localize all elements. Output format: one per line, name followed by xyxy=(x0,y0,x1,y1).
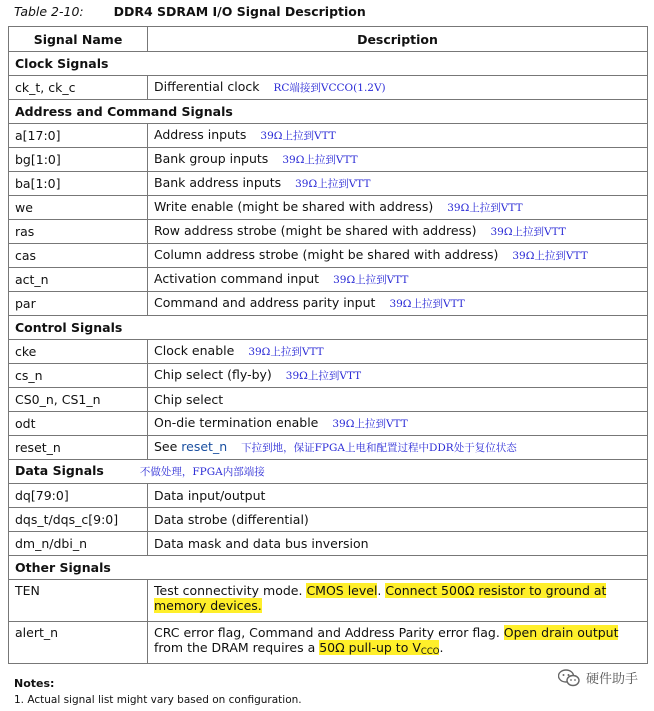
description-text: Write enable (might be shared with address) xyxy=(154,199,434,214)
table-row xyxy=(9,484,648,508)
table-header-row xyxy=(9,27,648,52)
table-row xyxy=(9,580,648,622)
table-row xyxy=(9,220,648,244)
signal-cell: ba[1:0] xyxy=(9,172,148,196)
section-title: Control Signals xyxy=(9,316,648,340)
description-text: Chip select (fly-by) xyxy=(154,367,272,382)
signal-cell: we xyxy=(9,196,148,220)
table-row xyxy=(9,622,648,664)
table-row xyxy=(9,532,648,556)
signal-cell: par xyxy=(9,292,148,316)
table-title: DDR4 SDRAM I/O Signal Description xyxy=(113,4,366,19)
description-text: Column address strobe (might be shared with address) xyxy=(154,247,499,262)
table-row xyxy=(9,124,648,148)
highlight-resistor-note: Connect 500Ω resistor to ground at memory devices. xyxy=(154,583,607,613)
wechat-icon xyxy=(558,669,580,687)
annotation-note: 39Ω上拉到VTT xyxy=(282,154,358,166)
table-number: Table 2-10: xyxy=(14,4,84,19)
annotation-note: RC端接到VCCO(1.2V) xyxy=(273,82,386,94)
highlight-cmos-level: CMOS level xyxy=(306,583,378,598)
signal-cell: reset_n xyxy=(9,436,148,460)
table-row xyxy=(9,76,648,100)
description-text: Row address strobe (might be shared with address) xyxy=(154,223,477,238)
table-row xyxy=(9,508,648,532)
annotation-note: 下拉到地，保证FPGA上电和配置过程中DDR处于复位状态 xyxy=(241,442,517,454)
signal-cell: cas xyxy=(9,244,148,268)
pullup-text: 50Ω pull-up to V xyxy=(319,640,421,655)
signal-cell: cke xyxy=(9,340,148,364)
signal-cell: bg[1:0] xyxy=(9,148,148,172)
description-text: On-die termination enable xyxy=(154,415,319,430)
description-cell xyxy=(148,76,648,100)
description-cell xyxy=(148,172,648,196)
signal-cell: act_n xyxy=(9,268,148,292)
section-address xyxy=(9,100,648,124)
notes-header: Notes: xyxy=(14,677,55,690)
description-cell xyxy=(148,220,648,244)
description-cell xyxy=(148,148,648,172)
table-row xyxy=(9,364,648,388)
table-row xyxy=(9,148,648,172)
signal-cell: ck_t, ck_c xyxy=(9,76,148,100)
section-clock xyxy=(9,52,648,76)
description-text: Address inputs xyxy=(154,127,247,142)
table-row xyxy=(9,172,648,196)
description-text: Test connectivity mode. xyxy=(154,583,307,598)
annotation-note: 39Ω上拉到VTT xyxy=(389,298,465,310)
description-cell xyxy=(148,436,648,460)
section-title-cell xyxy=(9,460,648,484)
section-title: Clock Signals xyxy=(9,52,648,76)
table-row xyxy=(9,436,648,460)
header-description: Description xyxy=(148,27,648,52)
signal-cell: ras xyxy=(9,220,148,244)
description-text: CRC error flag, Command and Address Parity error flag. xyxy=(154,625,504,640)
signal-cell: dq[79:0] xyxy=(9,484,148,508)
annotation-note: 39Ω上拉到VTT xyxy=(332,418,408,430)
description-text: . xyxy=(377,583,386,598)
description-text: See xyxy=(154,439,182,454)
notes-block xyxy=(14,677,302,706)
table-row xyxy=(9,292,648,316)
header-signal-name: Signal Name xyxy=(9,27,148,52)
description-text: . xyxy=(439,640,444,655)
section-control xyxy=(9,316,648,340)
table-row xyxy=(9,244,648,268)
annotation-note: 39Ω上拉到VTT xyxy=(295,178,371,190)
description-cell xyxy=(148,268,648,292)
signal-cell: dm_n/dbi_n xyxy=(9,532,148,556)
signal-cell: CS0_n, CS1_n xyxy=(9,388,148,412)
table-row xyxy=(9,340,648,364)
table-caption xyxy=(14,4,366,19)
signal-cell: odt xyxy=(9,412,148,436)
description-text: Differential clock xyxy=(154,79,260,94)
description-cell xyxy=(148,412,648,436)
description-text: Bank address inputs xyxy=(154,175,282,190)
notes-item: 1. Actual signal list might vary based on configuration. xyxy=(14,694,302,706)
description-cell xyxy=(148,196,648,220)
annotation-note: 39Ω上拉到VTT xyxy=(490,226,566,238)
description-text: Chip select xyxy=(154,392,224,407)
table-row xyxy=(9,196,648,220)
description-text: Clock enable xyxy=(154,343,235,358)
signal-cell: cs_n xyxy=(9,364,148,388)
description-cell xyxy=(148,124,648,148)
section-title: Address and Command Signals xyxy=(9,100,648,124)
annotation-note: 39Ω上拉到VTT xyxy=(248,346,324,358)
signal-table xyxy=(8,26,648,664)
annotation-note: 39Ω上拉到VTT xyxy=(333,274,409,286)
table-row xyxy=(9,268,648,292)
description-text: Activation command input xyxy=(154,271,320,286)
description-cell xyxy=(148,340,648,364)
description-cell: Data strobe (differential) xyxy=(148,508,648,532)
watermark-text: 硬件助手 xyxy=(585,672,638,687)
highlight-open-drain: Open drain output xyxy=(503,625,619,640)
description-cell xyxy=(148,580,648,622)
description-cell xyxy=(148,292,648,316)
signal-cell: a[17:0] xyxy=(9,124,148,148)
section-other xyxy=(9,556,648,580)
highlight-pullup xyxy=(319,640,439,655)
annotation-note: 不做处理，FPGA内部端接 xyxy=(139,466,265,478)
watermark xyxy=(558,668,638,687)
signal-cell: alert_n xyxy=(9,622,148,664)
description-text: Command and address parity input xyxy=(154,295,376,310)
signal-cell: dqs_t/dqs_c[9:0] xyxy=(9,508,148,532)
description-cell xyxy=(148,244,648,268)
reset-n-link[interactable]: reset_n xyxy=(181,439,228,454)
section-data xyxy=(9,460,648,484)
description-text: from the DRAM requires a xyxy=(154,640,320,655)
description-text: Bank group inputs xyxy=(154,151,269,166)
annotation-note: 39Ω上拉到VTT xyxy=(512,250,588,262)
table-row xyxy=(9,388,648,412)
annotation-note: 39Ω上拉到VTT xyxy=(260,130,336,142)
description-cell xyxy=(148,622,648,664)
annotation-note: 39Ω上拉到VTT xyxy=(285,370,362,382)
description-cell xyxy=(148,388,648,412)
section-title: Other Signals xyxy=(9,556,648,580)
vcco-subscript: CCO xyxy=(420,647,440,657)
annotation-note: 39Ω上拉到VTT xyxy=(447,202,523,214)
section-title: Data Signals xyxy=(15,463,104,478)
description-cell: Data mask and data bus inversion xyxy=(148,532,648,556)
description-cell xyxy=(148,364,648,388)
description-cell: Data input/output xyxy=(148,484,648,508)
table-row xyxy=(9,412,648,436)
signal-cell: TEN xyxy=(9,580,148,622)
